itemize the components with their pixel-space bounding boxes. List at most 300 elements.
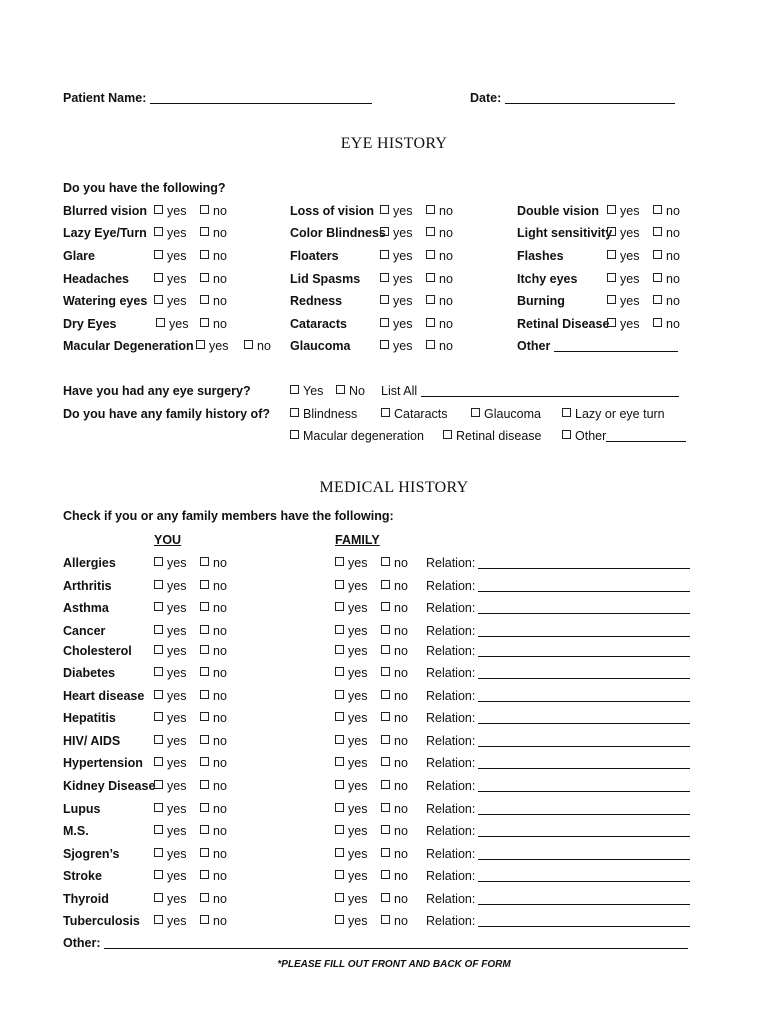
- checkbox[interactable]: [653, 250, 662, 259]
- checkbox[interactable]: [154, 893, 163, 902]
- checkbox[interactable]: [426, 250, 435, 259]
- checkbox[interactable]: [154, 273, 163, 282]
- eye-yes-option[interactable]: [154, 204, 186, 218]
- checkbox[interactable]: [443, 430, 452, 439]
- checkbox[interactable]: [335, 645, 344, 654]
- checkbox[interactable]: [200, 690, 209, 699]
- eye-yes-option[interactable]: [607, 249, 639, 263]
- family-yes-option[interactable]: [335, 644, 367, 658]
- family-option-macular[interactable]: [290, 429, 424, 443]
- family-yes-option[interactable]: [335, 869, 367, 883]
- family-no-option[interactable]: [381, 556, 408, 570]
- relation-field[interactable]: [478, 847, 690, 860]
- checkbox[interactable]: [653, 318, 662, 327]
- checkbox[interactable]: [200, 667, 209, 676]
- you-no-option[interactable]: [200, 579, 227, 593]
- checkbox[interactable]: [200, 273, 209, 282]
- relation-field[interactable]: [478, 556, 690, 569]
- checkbox[interactable]: [381, 557, 390, 566]
- checkbox[interactable]: [154, 557, 163, 566]
- checkbox[interactable]: [380, 273, 389, 282]
- relation-row: [426, 689, 690, 703]
- relation-row: [426, 914, 690, 928]
- option-label: no: [394, 689, 408, 703]
- family-yes-option[interactable]: [335, 914, 367, 928]
- you-yes-option[interactable]: [154, 644, 186, 658]
- option-label: no: [213, 624, 227, 638]
- relation-field[interactable]: [478, 601, 690, 614]
- checkbox[interactable]: [381, 667, 390, 676]
- you-yes-option[interactable]: [154, 734, 186, 748]
- you-no-option[interactable]: [200, 556, 227, 570]
- option-label: no: [213, 802, 227, 816]
- eye-no-option[interactable]: [200, 317, 227, 331]
- checkbox[interactable]: [200, 712, 209, 721]
- checkbox[interactable]: [335, 602, 344, 611]
- option-label: no: [394, 734, 408, 748]
- family-yes-option[interactable]: [335, 601, 367, 615]
- checkbox[interactable]: [335, 580, 344, 589]
- checkbox[interactable]: [290, 408, 299, 417]
- checkbox[interactable]: [335, 667, 344, 676]
- family-other-field[interactable]: [606, 429, 686, 442]
- eye-yes-option[interactable]: [380, 249, 412, 263]
- checkbox[interactable]: [471, 408, 480, 417]
- eye-no-option[interactable]: [200, 294, 227, 308]
- checkbox[interactable]: [290, 430, 299, 439]
- you-yes-option[interactable]: [154, 892, 186, 906]
- eye-no-option[interactable]: [244, 339, 271, 353]
- checkbox[interactable]: [381, 580, 390, 589]
- checkbox[interactable]: [200, 735, 209, 744]
- relation-field[interactable]: [478, 644, 690, 657]
- list-all-field[interactable]: [421, 384, 679, 397]
- eye-other-label: Other: [517, 339, 551, 353]
- checkbox[interactable]: [200, 625, 209, 634]
- family-column-header: FAMILY: [335, 533, 380, 547]
- eye-yes-option[interactable]: [154, 294, 186, 308]
- family-option-lazy-eye[interactable]: [562, 407, 665, 421]
- option-label: no: [213, 847, 227, 861]
- checkbox[interactable]: [154, 735, 163, 744]
- eye-yes-option[interactable]: [607, 317, 639, 331]
- eye-no-option[interactable]: [200, 204, 227, 218]
- family-no-option[interactable]: [381, 869, 408, 883]
- family-option-blindness[interactable]: [290, 407, 357, 421]
- checkbox[interactable]: [200, 825, 209, 834]
- you-yes-option[interactable]: [154, 779, 186, 793]
- family-no-option[interactable]: [381, 756, 408, 770]
- eye-condition-label: Loss of vision: [290, 204, 375, 218]
- checkbox[interactable]: [154, 712, 163, 721]
- checkbox[interactable]: [200, 318, 209, 327]
- checkbox[interactable]: [381, 712, 390, 721]
- option-label: no: [394, 644, 408, 658]
- eye-no-option[interactable]: [426, 249, 453, 263]
- you-yes-option[interactable]: [154, 914, 186, 928]
- checkbox[interactable]: [607, 295, 616, 304]
- relation-field[interactable]: [478, 734, 690, 747]
- checkbox[interactable]: [200, 803, 209, 812]
- option-label: Cataracts: [394, 407, 448, 421]
- eye-yes-option[interactable]: [154, 226, 186, 240]
- option-label: yes: [348, 802, 368, 816]
- family-no-option[interactable]: [381, 666, 408, 680]
- checkbox[interactable]: [154, 295, 163, 304]
- checkbox[interactable]: [607, 318, 616, 327]
- checkbox[interactable]: [607, 205, 616, 214]
- checkbox[interactable]: [335, 803, 344, 812]
- checkbox[interactable]: [335, 712, 344, 721]
- checkbox[interactable]: [154, 602, 163, 611]
- family-yes-option[interactable]: [335, 689, 367, 703]
- you-no-option[interactable]: [200, 689, 227, 703]
- family-option-glaucoma[interactable]: [471, 407, 541, 421]
- checkbox[interactable]: [607, 250, 616, 259]
- relation-field[interactable]: [478, 579, 690, 592]
- relation-field[interactable]: [478, 756, 690, 769]
- relation-field[interactable]: [478, 779, 690, 792]
- checkbox[interactable]: [335, 870, 344, 879]
- checkbox[interactable]: [381, 848, 390, 857]
- checkbox[interactable]: [154, 690, 163, 699]
- checkbox[interactable]: [335, 757, 344, 766]
- checkbox[interactable]: [426, 227, 435, 236]
- eye-no-option[interactable]: [653, 226, 680, 240]
- eye-yes-option[interactable]: [607, 226, 639, 240]
- checkbox[interactable]: [426, 295, 435, 304]
- checkbox[interactable]: [607, 273, 616, 282]
- checkbox[interactable]: [290, 385, 299, 394]
- option-label: no: [394, 779, 408, 793]
- checkbox[interactable]: [426, 273, 435, 282]
- checkbox[interactable]: [653, 273, 662, 282]
- you-no-option[interactable]: [200, 779, 227, 793]
- checkbox[interactable]: [653, 205, 662, 214]
- patient-name-label: Patient Name:: [63, 91, 147, 105]
- relation-field[interactable]: [478, 824, 690, 837]
- checkbox[interactable]: [335, 557, 344, 566]
- you-no-option[interactable]: [200, 624, 227, 638]
- you-yes-option[interactable]: [154, 666, 186, 680]
- checkbox[interactable]: [154, 645, 163, 654]
- eye-no-option[interactable]: [426, 226, 453, 240]
- eye-condition-label: Lazy Eye/Turn: [63, 226, 147, 240]
- eye-yes-option[interactable]: [156, 317, 188, 331]
- eye-no-option[interactable]: [653, 249, 680, 263]
- relation-field[interactable]: [478, 914, 690, 927]
- option-label: no: [213, 689, 227, 703]
- eye-yes-option[interactable]: [380, 204, 412, 218]
- eye-yes-option[interactable]: [380, 294, 412, 308]
- family-yes-option[interactable]: [335, 556, 367, 570]
- checkbox[interactable]: [154, 803, 163, 812]
- checkbox[interactable]: [154, 757, 163, 766]
- eye-no-option[interactable]: [426, 294, 453, 308]
- you-no-option[interactable]: [200, 869, 227, 883]
- family-yes-option[interactable]: [335, 892, 367, 906]
- checkbox[interactable]: [154, 205, 163, 214]
- checkbox[interactable]: [154, 227, 163, 236]
- eye-condition-label: Glare: [63, 249, 95, 263]
- checkbox[interactable]: [335, 735, 344, 744]
- checkbox[interactable]: [200, 580, 209, 589]
- option-label: no: [394, 601, 408, 615]
- checkbox[interactable]: [381, 690, 390, 699]
- eye-yes-option[interactable]: [154, 272, 186, 286]
- checkbox[interactable]: [154, 825, 163, 834]
- family-no-option[interactable]: [381, 847, 408, 861]
- checkbox[interactable]: [154, 848, 163, 857]
- eye-condition-label: Burning: [517, 294, 565, 308]
- checkbox[interactable]: [381, 408, 390, 417]
- option-label: yes: [167, 601, 187, 615]
- family-option-retinal[interactable]: [443, 429, 541, 443]
- checkbox[interactable]: [381, 893, 390, 902]
- option-label: no: [394, 802, 408, 816]
- family-yes-option[interactable]: [335, 847, 367, 861]
- checkbox[interactable]: [380, 318, 389, 327]
- option-label: yes: [348, 734, 368, 748]
- checkbox[interactable]: [200, 757, 209, 766]
- option-label: yes: [167, 824, 187, 838]
- checkbox[interactable]: [200, 602, 209, 611]
- checkbox[interactable]: [244, 340, 253, 349]
- family-no-option[interactable]: [381, 624, 408, 638]
- checkbox[interactable]: [653, 295, 662, 304]
- you-yes-option[interactable]: [154, 556, 186, 570]
- you-no-option[interactable]: [200, 734, 227, 748]
- checkbox[interactable]: [335, 625, 344, 634]
- checkbox[interactable]: [381, 625, 390, 634]
- checkbox[interactable]: [381, 803, 390, 812]
- relation-field[interactable]: [478, 624, 690, 637]
- relation-field[interactable]: [478, 869, 690, 882]
- checkbox[interactable]: [200, 227, 209, 236]
- you-yes-option[interactable]: [154, 624, 186, 638]
- you-no-option[interactable]: [200, 824, 227, 838]
- family-yes-option[interactable]: [335, 824, 367, 838]
- checkbox[interactable]: [154, 580, 163, 589]
- checkbox[interactable]: [381, 602, 390, 611]
- you-no-option[interactable]: [200, 802, 227, 816]
- option-label: yes: [620, 272, 640, 286]
- option-label: no: [394, 892, 408, 906]
- you-no-option[interactable]: [200, 892, 227, 906]
- family-yes-option[interactable]: [335, 624, 367, 638]
- checkbox[interactable]: [381, 645, 390, 654]
- surgery-no-label: No: [349, 384, 365, 398]
- date-field[interactable]: [505, 91, 675, 104]
- eye-yes-option[interactable]: [607, 294, 639, 308]
- medical-condition-label: Hypertension: [63, 756, 143, 770]
- you-yes-option[interactable]: [154, 579, 186, 593]
- eye-condition-label: Floaters: [290, 249, 339, 263]
- checkbox[interactable]: [381, 825, 390, 834]
- you-yes-option[interactable]: [154, 601, 186, 615]
- family-no-option[interactable]: [381, 601, 408, 615]
- relation-label: Relation:: [426, 644, 476, 658]
- checkbox[interactable]: [200, 295, 209, 304]
- checkbox[interactable]: [335, 848, 344, 857]
- eye-yes-option[interactable]: [607, 204, 639, 218]
- surgery-no-option[interactable]: [336, 384, 365, 398]
- you-no-option[interactable]: [200, 847, 227, 861]
- option-label: no: [213, 644, 227, 658]
- checkbox[interactable]: [335, 780, 344, 789]
- checkbox[interactable]: [426, 318, 435, 327]
- relation-label: Relation:: [426, 779, 476, 793]
- family-no-option[interactable]: [381, 734, 408, 748]
- eye-no-option[interactable]: [426, 272, 453, 286]
- relation-field[interactable]: [478, 666, 690, 679]
- family-no-option[interactable]: [381, 892, 408, 906]
- relation-field[interactable]: [478, 711, 690, 724]
- checkbox[interactable]: [200, 848, 209, 857]
- eye-yes-option[interactable]: [196, 339, 228, 353]
- you-no-option[interactable]: [200, 711, 227, 725]
- checkbox[interactable]: [200, 915, 209, 924]
- option-label: yes: [167, 847, 187, 861]
- checkbox[interactable]: [200, 870, 209, 879]
- medical-condition-label: Asthma: [63, 601, 109, 615]
- you-yes-option[interactable]: [154, 756, 186, 770]
- checkbox[interactable]: [381, 757, 390, 766]
- checkbox[interactable]: [380, 295, 389, 304]
- eye-yes-option[interactable]: [380, 339, 412, 353]
- family-yes-option[interactable]: [335, 579, 367, 593]
- checkbox[interactable]: [154, 625, 163, 634]
- checkbox[interactable]: [380, 205, 389, 214]
- eye-no-option[interactable]: [200, 226, 227, 240]
- checkbox[interactable]: [381, 915, 390, 924]
- checkbox[interactable]: [154, 870, 163, 879]
- date-row: [470, 91, 675, 105]
- you-no-option[interactable]: [200, 601, 227, 615]
- checkbox[interactable]: [335, 690, 344, 699]
- checkbox[interactable]: [196, 340, 205, 349]
- eye-yes-option[interactable]: [380, 272, 412, 286]
- eye-no-option[interactable]: [426, 317, 453, 331]
- you-yes-option[interactable]: [154, 847, 186, 861]
- family-option-cataracts[interactable]: [381, 407, 448, 421]
- family-no-option[interactable]: [381, 779, 408, 793]
- you-yes-option[interactable]: [154, 869, 186, 883]
- you-no-option[interactable]: [200, 914, 227, 928]
- medical-other-field[interactable]: [104, 936, 688, 949]
- checkbox[interactable]: [562, 430, 571, 439]
- eye-yes-option[interactable]: [380, 317, 412, 331]
- checkbox[interactable]: [335, 893, 344, 902]
- family-no-option[interactable]: [381, 914, 408, 928]
- checkbox[interactable]: [381, 735, 390, 744]
- checkbox[interactable]: [562, 408, 571, 417]
- family-no-option[interactable]: [381, 689, 408, 703]
- you-yes-option[interactable]: [154, 802, 186, 816]
- option-label: no: [394, 869, 408, 883]
- you-no-option[interactable]: [200, 666, 227, 680]
- checkbox[interactable]: [653, 227, 662, 236]
- eye-no-option[interactable]: [653, 317, 680, 331]
- medical-other-row: [63, 936, 688, 950]
- checkbox[interactable]: [426, 205, 435, 214]
- eye-no-option[interactable]: [426, 339, 453, 353]
- you-yes-option[interactable]: [154, 711, 186, 725]
- family-option-other[interactable]: [562, 429, 686, 443]
- relation-field[interactable]: [478, 802, 690, 815]
- family-yes-option[interactable]: [335, 756, 367, 770]
- relation-row: [426, 756, 690, 770]
- checkbox[interactable]: [381, 780, 390, 789]
- family-yes-option[interactable]: [335, 711, 367, 725]
- surgery-yes-option[interactable]: [290, 384, 323, 398]
- eye-no-option[interactable]: [653, 294, 680, 308]
- medical-condition-label: Kidney Disease: [63, 779, 156, 793]
- checkbox[interactable]: [200, 645, 209, 654]
- eye-no-option[interactable]: [653, 204, 680, 218]
- checkbox[interactable]: [426, 340, 435, 349]
- list-all-row: [381, 384, 679, 398]
- option-label: no: [439, 272, 453, 286]
- family-no-option[interactable]: [381, 824, 408, 838]
- checkbox[interactable]: [154, 780, 163, 789]
- checkbox[interactable]: [156, 318, 165, 327]
- checkbox[interactable]: [200, 557, 209, 566]
- family-no-option[interactable]: [381, 644, 408, 658]
- eye-other-field[interactable]: [554, 339, 678, 352]
- eye-yes-option[interactable]: [380, 226, 412, 240]
- you-no-option[interactable]: [200, 756, 227, 770]
- eye-yes-option[interactable]: [607, 272, 639, 286]
- checkbox[interactable]: [381, 870, 390, 879]
- patient-name-field[interactable]: [150, 91, 372, 104]
- option-label: yes: [348, 869, 368, 883]
- checkbox[interactable]: [335, 915, 344, 924]
- option-label: yes: [167, 892, 187, 906]
- checkbox[interactable]: [200, 893, 209, 902]
- checkbox[interactable]: [380, 340, 389, 349]
- family-no-option[interactable]: [381, 802, 408, 816]
- eye-no-option[interactable]: [426, 204, 453, 218]
- family-yes-option[interactable]: [335, 666, 367, 680]
- relation-field[interactable]: [478, 689, 690, 702]
- checkbox[interactable]: [380, 227, 389, 236]
- eye-no-option[interactable]: [200, 249, 227, 263]
- checkbox[interactable]: [380, 250, 389, 259]
- family-yes-option[interactable]: [335, 802, 367, 816]
- family-no-option[interactable]: [381, 711, 408, 725]
- checkbox[interactable]: [154, 250, 163, 259]
- family-no-option[interactable]: [381, 579, 408, 593]
- checkbox[interactable]: [200, 780, 209, 789]
- eye-yes-option[interactable]: [154, 249, 186, 263]
- you-yes-option[interactable]: [154, 689, 186, 703]
- checkbox[interactable]: [335, 825, 344, 834]
- eye-no-option[interactable]: [653, 272, 680, 286]
- checkbox[interactable]: [154, 915, 163, 924]
- relation-field[interactable]: [478, 892, 690, 905]
- checkbox[interactable]: [607, 227, 616, 236]
- family-yes-option[interactable]: [335, 734, 367, 748]
- family-yes-option[interactable]: [335, 779, 367, 793]
- checkbox[interactable]: [154, 667, 163, 676]
- you-yes-option[interactable]: [154, 824, 186, 838]
- you-no-option[interactable]: [200, 644, 227, 658]
- checkbox[interactable]: [200, 205, 209, 214]
- checkbox[interactable]: [200, 250, 209, 259]
- eye-no-option[interactable]: [200, 272, 227, 286]
- checkbox[interactable]: [336, 385, 345, 394]
